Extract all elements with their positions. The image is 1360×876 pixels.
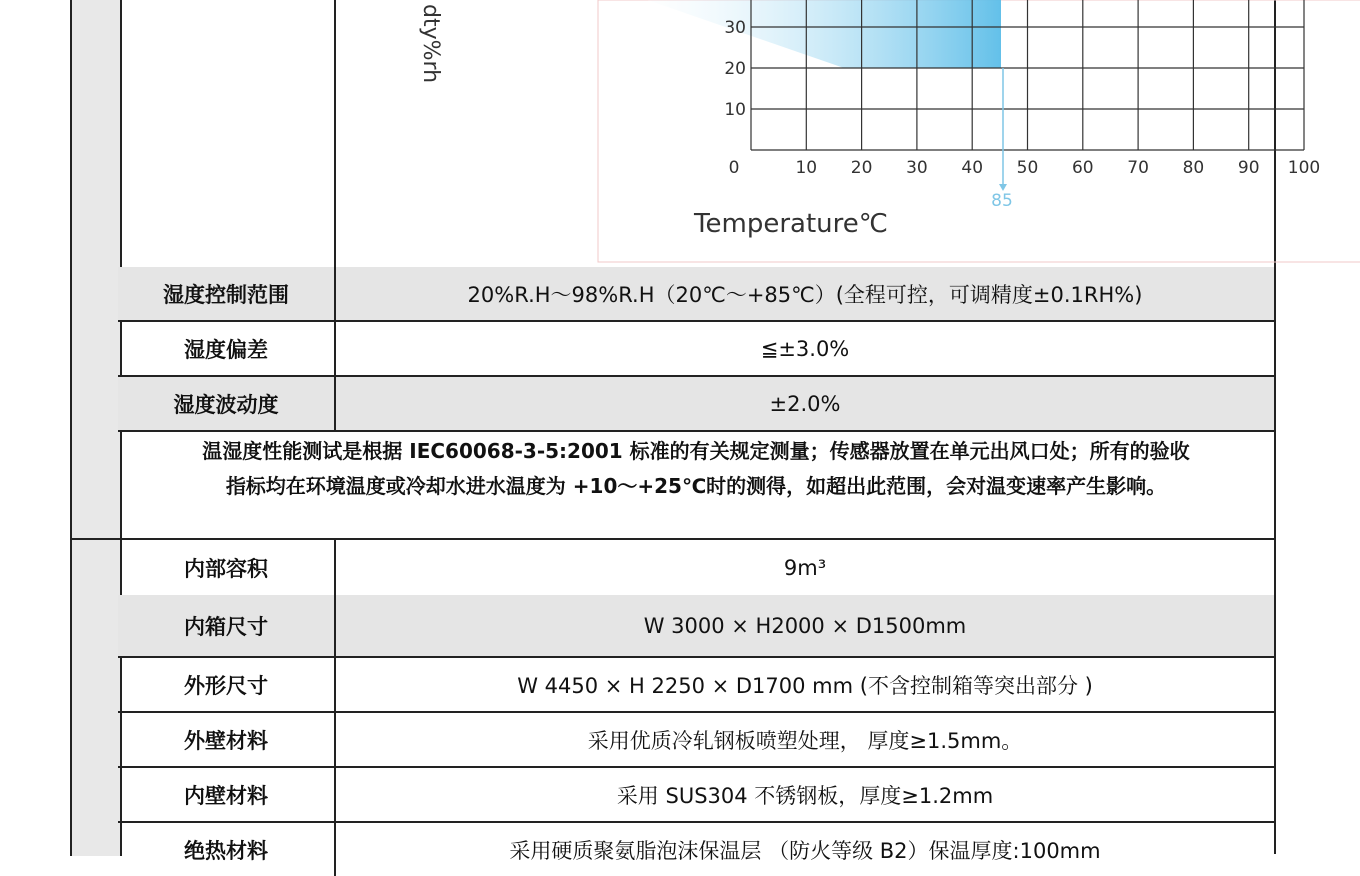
note-line-1: 温湿度性能测试是根据 IEC60068-3-5:2001 标准的有关规定测量；传感器放置在单元出风口处；所有的验收 — [202, 439, 1190, 463]
spec-row — [118, 595, 1274, 658]
spec-row — [118, 768, 1274, 823]
spec-label: 湿度波动度 — [118, 377, 336, 430]
spec-row — [118, 377, 1274, 432]
y-tick-label: 20 — [724, 59, 746, 79]
spec-row — [118, 823, 1274, 876]
spec-label: 内壁材料 — [118, 768, 336, 821]
x-tick-label: 70 — [1127, 158, 1149, 178]
y-tick-label: 30 — [724, 18, 746, 38]
x-tick-label: 100 — [1287, 158, 1321, 178]
spec-row — [118, 658, 1274, 713]
chart-row — [118, 0, 1321, 269]
x-tick-label: 20 — [850, 158, 873, 178]
spec-row — [118, 713, 1274, 768]
spec-value: 采用硬质聚氨脂泡沫保温层 （防火等级 B2）保温厚度:100mm — [509, 839, 1101, 863]
y-tick-labels — [724, 18, 746, 120]
spec-label: 外壁材料 — [118, 713, 336, 766]
spec-value: ±2.0% — [336, 377, 1274, 430]
test-note — [118, 432, 1274, 540]
humidity-temperature-chart — [336, 0, 1321, 267]
left-category-column-1 — [70, 0, 122, 538]
spec-value: ≦±3.0% — [760, 336, 850, 361]
spec-value: 采用 SUS304 不锈钢板，厚度≥1.2mm — [616, 783, 994, 808]
spec-label: 内箱尺寸 — [118, 595, 336, 656]
humidity-range-area — [633, 0, 1001, 68]
x-tick-label: 30 — [906, 158, 928, 178]
left-category-column-2 — [70, 538, 122, 856]
marker-label: 85 — [991, 191, 1013, 211]
x-tick-label: 60 — [1071, 158, 1094, 178]
x-tick-label: 50 — [1016, 158, 1039, 178]
chart-svg — [336, 0, 1321, 267]
spec-label: 内部容积 — [118, 540, 336, 595]
spec-label: 湿度偏差 — [118, 322, 336, 375]
spec-label: 绝热材料 — [118, 823, 336, 876]
spec-value: 9m³ — [783, 555, 827, 580]
spec-value: 采用优质冷轧钢板喷塑处理， 厚度≥1.5mm。 — [587, 728, 1023, 753]
x-tick-label: 80 — [1182, 158, 1205, 178]
spec-label: 湿度控制范围 — [118, 267, 336, 320]
spec-value: W 3000 × H2000 × D1500mm — [336, 595, 1274, 656]
x-tick-label: 10 — [795, 158, 818, 178]
spec-row — [118, 267, 1274, 322]
spec-table — [118, 0, 1321, 863]
x-tick-label: 0 — [728, 158, 740, 178]
spec-row — [118, 322, 1274, 377]
y-tick-label: 10 — [724, 100, 746, 120]
x-axis-label: Temperature℃ — [694, 209, 888, 239]
spec-row — [118, 538, 1274, 597]
x-tick-labels — [729, 158, 1321, 178]
y-axis-label: dty%rh — [418, 4, 443, 84]
spec-label: 外形尺寸 — [118, 658, 336, 711]
chart-row-label — [118, 0, 336, 267]
note-line-2: 指标均在环境温度或冷却水进水温度为 +10～+25℃时的测得，如超出此范围，会对温变速率产生影响。 — [225, 474, 1167, 498]
spec-value: 20%R.H～98%R.H（20℃～+85℃）(全程可控，可调精度±0.1RH%) — [336, 267, 1274, 320]
marker-arrowhead — [999, 184, 1007, 191]
spec-value: W 4450 × H 2250 × D1700 mm (不含控制箱等突出部分 ) — [517, 673, 1093, 698]
x-tick-label: 90 — [1237, 158, 1260, 178]
x-tick-label: 40 — [961, 158, 984, 178]
